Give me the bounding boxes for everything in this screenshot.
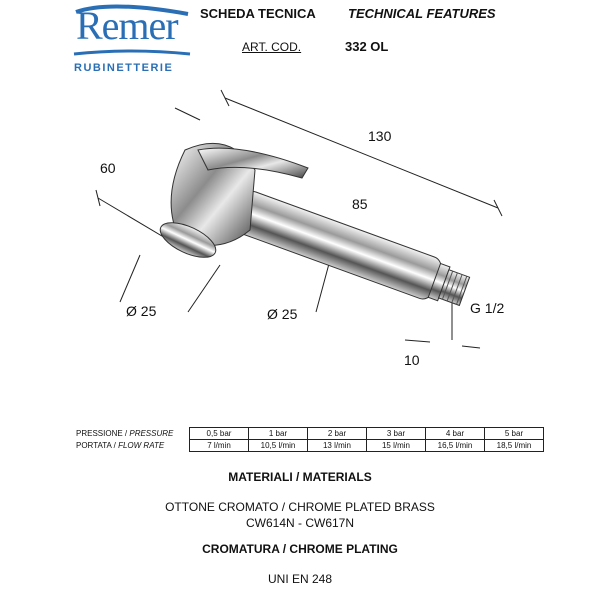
- pressure-flow-table: [76, 427, 544, 452]
- art-code-label: ART. COD.: [242, 40, 302, 54]
- dim-total-length: 130: [368, 128, 392, 144]
- flow-cell: 16,5 l/min: [426, 440, 485, 452]
- flow-cell: 18,5 l/min: [485, 440, 544, 452]
- materials-title: MATERIALI / MATERIALS: [228, 470, 372, 484]
- dim-height: 60: [100, 160, 116, 176]
- technical-drawing: [80, 80, 520, 380]
- plating-standard: UNI EN 248: [267, 572, 333, 586]
- flow-label: PORTATA / FLOW RATE: [76, 441, 165, 450]
- header-scheda: SCHEDA TECNICA: [200, 6, 316, 21]
- pressure-cell: 2 bar: [308, 428, 367, 440]
- pressure-label: PRESSIONE / PRESSURE: [76, 429, 174, 438]
- brand-logo: [70, 4, 195, 76]
- materials-line-2: CW614N - CW617N: [245, 516, 355, 530]
- dim-nozzle-diameter: Ø 25: [126, 303, 157, 319]
- flow-cell: 10,5 l/min: [249, 440, 308, 452]
- pressure-cell: 4 bar: [426, 428, 485, 440]
- pressure-cell: 1 bar: [249, 428, 308, 440]
- header-technical: TECHNICAL FEATURES: [348, 6, 496, 21]
- plating-title: CROMATURA / CHROME PLATING: [202, 542, 398, 556]
- flow-cell: 15 l/min: [367, 440, 426, 452]
- table-row: [76, 440, 544, 452]
- materials-line-1: OTTONE CROMATO / CHROME PLATED BRASS: [165, 500, 435, 514]
- flow-cell: 13 l/min: [308, 440, 367, 452]
- dim-thread-length: 10: [404, 352, 420, 368]
- logo-subtitle: RUBINETTERIE: [74, 62, 174, 74]
- dim-thread: G 1/2: [470, 300, 505, 316]
- pressure-cell: 0,5 bar: [190, 428, 249, 440]
- pressure-cell: 3 bar: [367, 428, 426, 440]
- dim-body-length: 85: [352, 196, 368, 212]
- logo-wordmark: Remer: [76, 3, 178, 48]
- art-code-value: 332 OL: [345, 39, 389, 54]
- flow-cell: 7 l/min: [190, 440, 249, 452]
- dim-body-diameter: Ø 25: [267, 306, 298, 322]
- table-row: [76, 428, 544, 440]
- pressure-cell: 5 bar: [485, 428, 544, 440]
